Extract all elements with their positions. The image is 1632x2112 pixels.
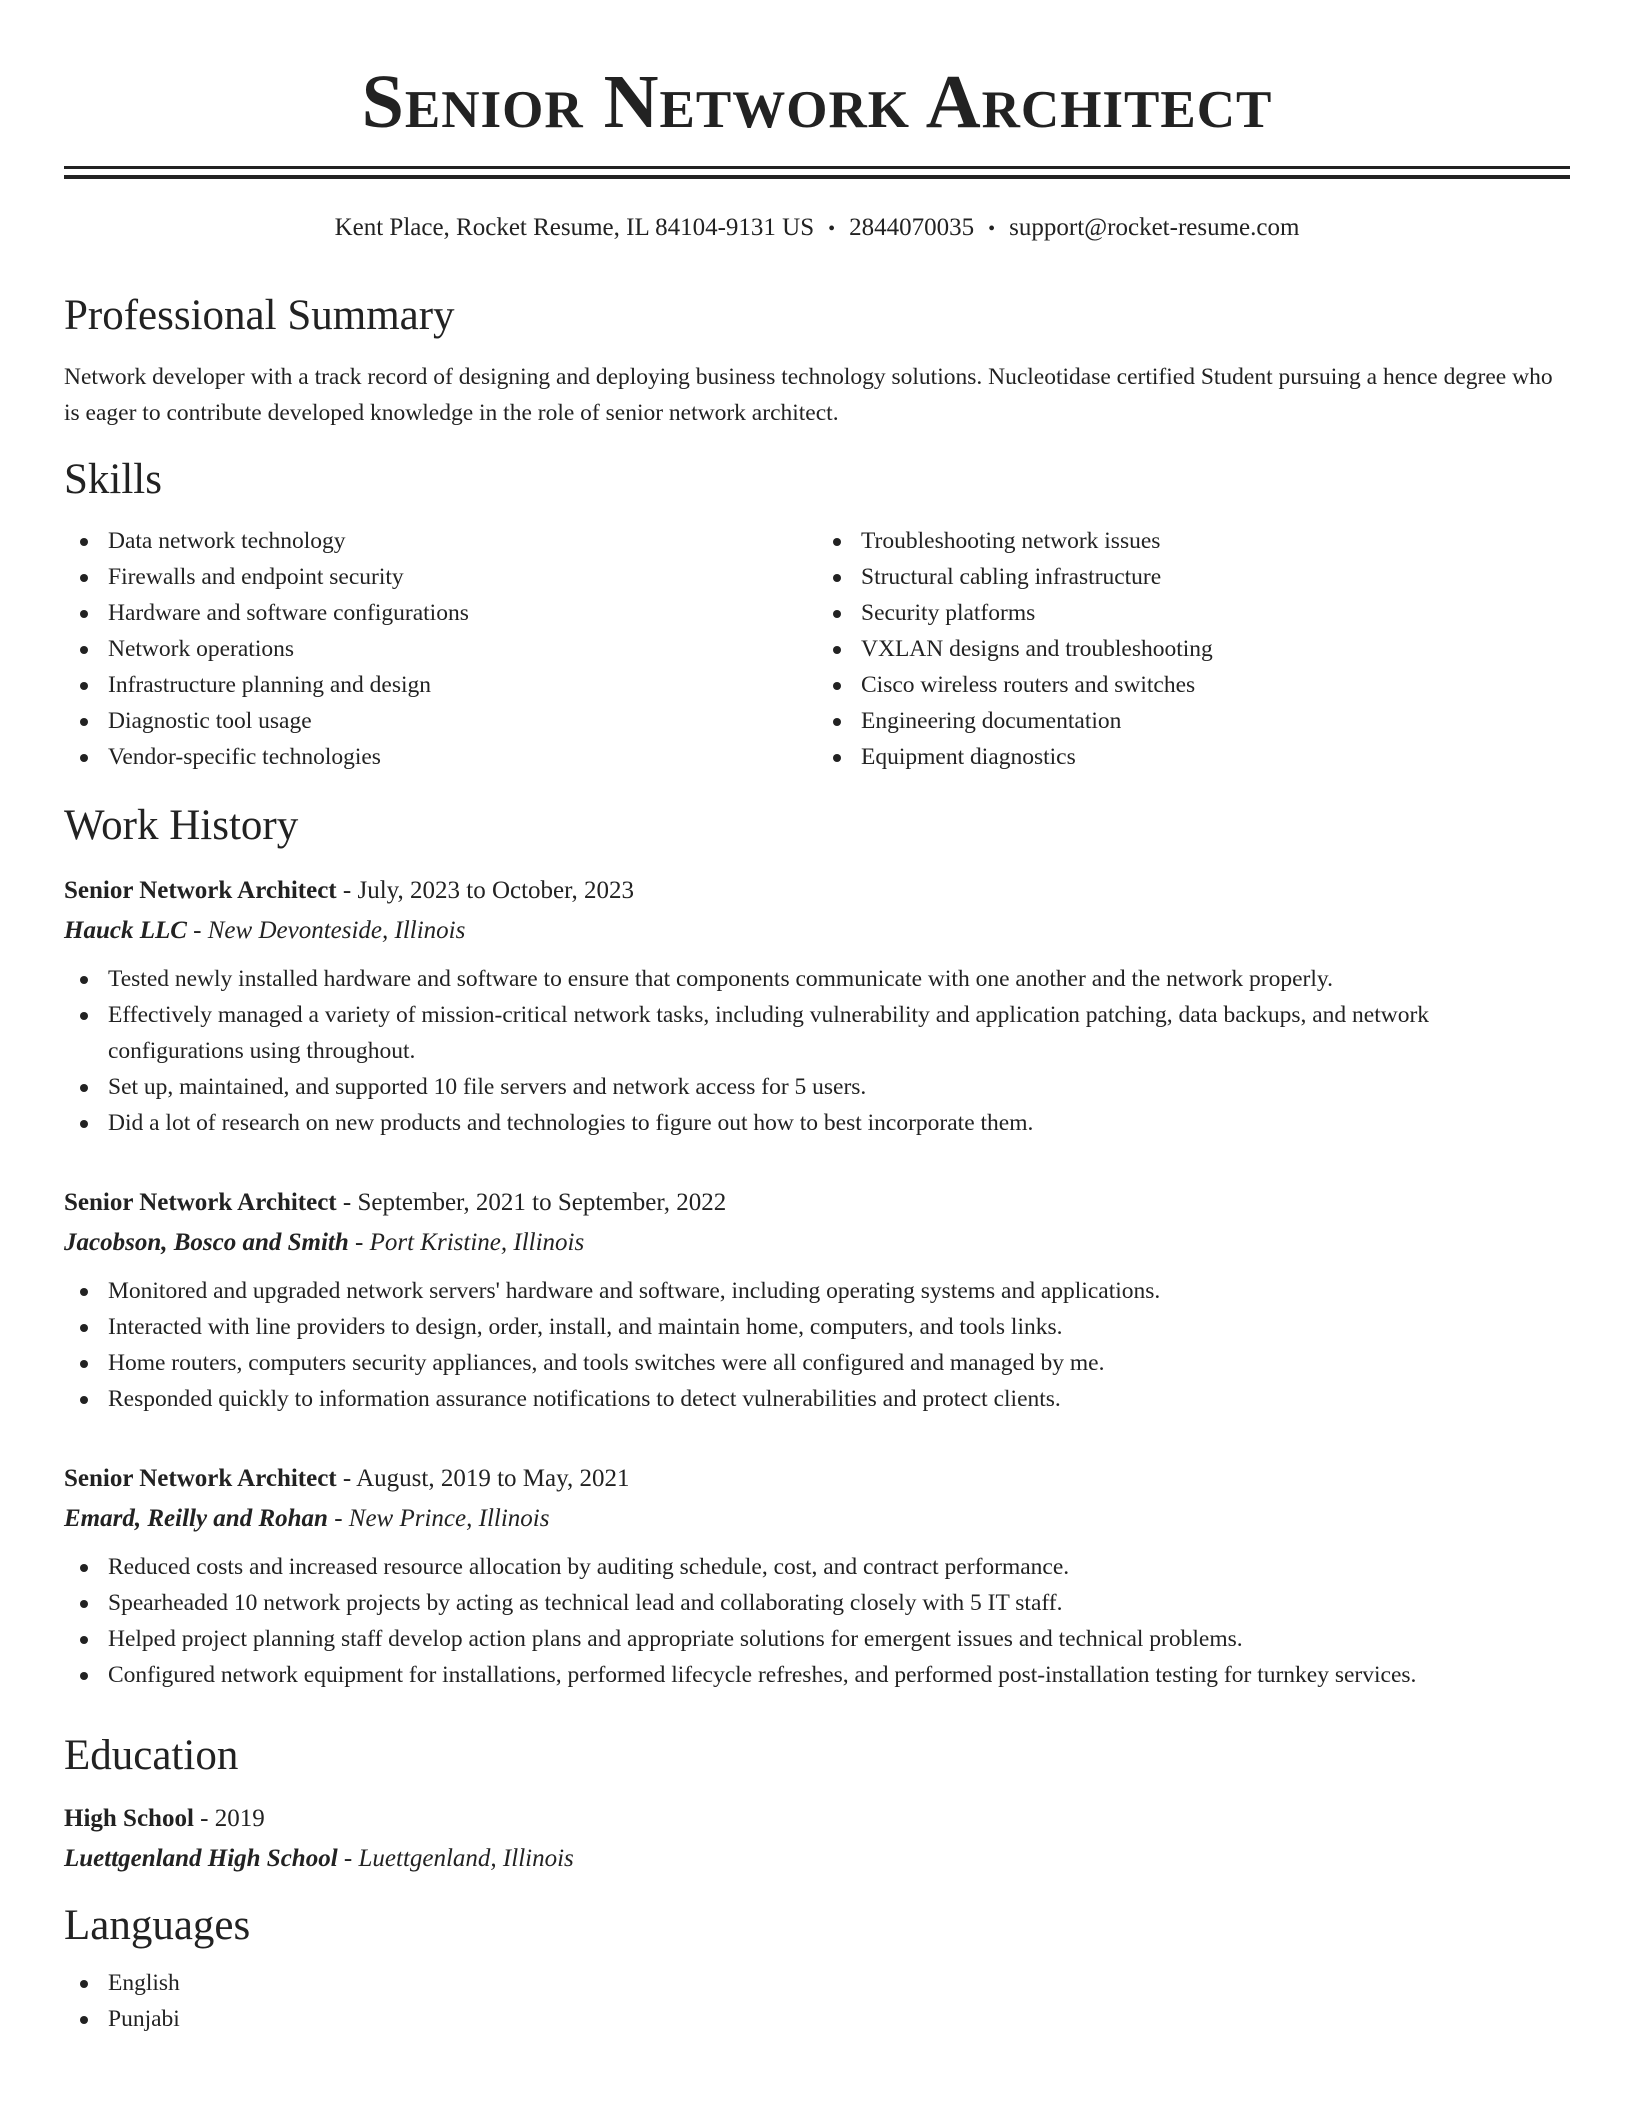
job-company-line xyxy=(64,1499,1570,1539)
bullet-icon xyxy=(833,754,841,762)
languages-list xyxy=(64,1965,1570,2037)
job-title-line xyxy=(64,871,1570,911)
skill-label: Hardware and software configurations xyxy=(108,600,469,626)
job-bullet-text: Spearheaded 10 network projects by acting as technical lead and collaborating closely with 5 IT staff. xyxy=(108,1590,1063,1616)
bullet-icon xyxy=(80,1672,88,1680)
job-company-line xyxy=(64,911,1570,951)
header-rule-bottom xyxy=(64,175,1570,179)
job-location: - New Devonteside, Illinois xyxy=(186,917,466,944)
bullet-icon xyxy=(80,682,88,690)
bullet-icon xyxy=(80,976,88,984)
bullet-icon xyxy=(80,1012,88,1020)
job-company: Hauck LLC xyxy=(64,917,187,944)
bullet-icon xyxy=(80,718,88,726)
bullet-icon xyxy=(833,610,841,618)
skill-label: Cisco wireless routers and switches xyxy=(861,672,1196,698)
summary-heading: Professional Summary xyxy=(64,292,455,339)
job-entry xyxy=(64,1459,1570,1693)
job-bullet-text: Reduced costs and increased resource allocation by auditing schedule, cost, and contract performance. xyxy=(108,1554,1070,1580)
skill-item xyxy=(817,595,1570,631)
bullet-icon xyxy=(80,574,88,582)
bullet-icon xyxy=(80,1084,88,1092)
contact-separator: • xyxy=(988,218,996,240)
job-entry xyxy=(64,871,1570,1141)
skill-item xyxy=(817,523,1570,559)
job-bullet xyxy=(64,1657,1570,1693)
job-dates: - September, 2021 to September, 2022 xyxy=(336,1189,727,1216)
skill-item xyxy=(64,703,817,739)
resume-name: Senior Network Architect xyxy=(361,60,1273,144)
bullet-icon xyxy=(80,754,88,762)
job-bullet xyxy=(64,1309,1570,1345)
language-item xyxy=(64,2001,1570,2037)
skill-item xyxy=(64,667,817,703)
job-bullet xyxy=(64,1585,1570,1621)
language-label: English xyxy=(108,1970,180,1996)
skills-column-left xyxy=(64,523,817,775)
resume-page xyxy=(64,0,1570,2037)
job-bullet-text: Tested newly installed hardware and software to ensure that components communicate with one another and the network properly. xyxy=(108,966,1333,992)
bullet-icon xyxy=(80,1288,88,1296)
contact-line xyxy=(64,213,1570,244)
job-bullet xyxy=(64,1621,1570,1657)
job-bullet-text: Interacted with line providers to design, order, install, and maintain home, computers, and tools links. xyxy=(108,1314,1063,1340)
contact-address: Kent Place, Rocket Resume, IL 84104-9131 US xyxy=(334,214,815,241)
job-bullet-text: Effectively managed a variety of mission-critical network tasks, including vulnerability and application patching, data backups, and network configurations using throughout. xyxy=(108,1002,1430,1064)
education-degree: High School xyxy=(64,1805,194,1832)
job-bullet-text: Monitored and upgraded network servers' hardware and software, including operating systems and applications. xyxy=(108,1278,1161,1304)
skill-label: Infrastructure planning and design xyxy=(108,672,432,698)
bullet-icon xyxy=(833,646,841,654)
contact-separator: • xyxy=(828,218,836,240)
bullet-icon xyxy=(80,1360,88,1368)
skill-label: Vendor-specific technologies xyxy=(108,744,381,770)
skill-item xyxy=(64,739,817,775)
job-bullet-text: Set up, maintained, and supported 10 file servers and network access for 5 users. xyxy=(108,1074,867,1100)
job-company-line xyxy=(64,1223,1570,1263)
education-location: - Luettgenland, Illinois xyxy=(337,1845,574,1872)
skill-label: Equipment diagnostics xyxy=(861,744,1076,770)
education-school-line xyxy=(64,1839,1570,1879)
bullet-icon xyxy=(80,1564,88,1572)
skill-item xyxy=(817,667,1570,703)
job-bullet-text: Home routers, computers security appliances, and tools switches were all configured and managed by me. xyxy=(108,1350,1105,1376)
skill-label: Security platforms xyxy=(861,600,1036,626)
job-bullets xyxy=(64,1273,1570,1417)
header-rule-top xyxy=(64,166,1570,169)
job-company: Emard, Reilly and Rohan xyxy=(64,1505,328,1532)
skills-column-right xyxy=(817,523,1570,775)
bullet-icon xyxy=(80,1324,88,1332)
skill-item xyxy=(817,631,1570,667)
skill-label: Data network technology xyxy=(108,528,346,554)
job-bullets xyxy=(64,1549,1570,1693)
job-bullet-text: Configured network equipment for installations, performed lifecycle refreshes, and performed post-installation testing for turnkey services. xyxy=(108,1662,1417,1688)
bullet-icon xyxy=(80,1980,88,1988)
job-bullet xyxy=(64,1549,1570,1585)
skill-item xyxy=(817,559,1570,595)
work-history-heading: Work History xyxy=(64,802,299,849)
skill-item xyxy=(817,703,1570,739)
skill-label: Diagnostic tool usage xyxy=(108,708,312,734)
bullet-icon xyxy=(80,1636,88,1644)
bullet-icon xyxy=(80,2016,88,2024)
summary-text: Network developer with a track record of designing and deploying business technology solutions. Nucleotidase certified Student pursuing a hence degree who is eager to contribute developed knowledge in the role of senior network architect. xyxy=(64,364,1553,426)
job-bullet xyxy=(64,1345,1570,1381)
skill-item xyxy=(64,559,817,595)
education-year: - 2019 xyxy=(193,1805,265,1832)
skill-item xyxy=(64,523,817,559)
job-bullet xyxy=(64,961,1570,997)
skill-label: Structural cabling infrastructure xyxy=(861,564,1162,590)
job-bullets xyxy=(64,961,1570,1141)
job-title-line xyxy=(64,1459,1570,1499)
job-dates: - August, 2019 to May, 2021 xyxy=(336,1465,630,1492)
bullet-icon xyxy=(833,718,841,726)
skills-heading: Skills xyxy=(64,456,162,503)
job-bullet-text: Helped project planning staff develop action plans and appropriate solutions for emergent issues and technical problems. xyxy=(108,1626,1243,1652)
job-bullet-text: Responded quickly to information assurance notifications to detect vulnerabilities and protect clients. xyxy=(108,1386,1061,1412)
job-bullet xyxy=(64,1105,1570,1141)
job-location: - New Prince, Illinois xyxy=(327,1505,550,1532)
job-bullet xyxy=(64,1381,1570,1417)
skill-label: Firewalls and endpoint security xyxy=(108,564,404,590)
job-bullet-text: Did a lot of research on new products and technologies to figure out how to best incorporate them. xyxy=(108,1110,1034,1136)
education-heading: Education xyxy=(64,1732,239,1779)
bullet-icon xyxy=(833,538,841,546)
education-entry xyxy=(64,1799,1570,1879)
bullet-icon xyxy=(80,646,88,654)
bullet-icon xyxy=(80,538,88,546)
language-item xyxy=(64,1965,1570,2001)
skill-item xyxy=(64,595,817,631)
languages-heading: Languages xyxy=(64,1902,251,1949)
job-dates: - July, 2023 to October, 2023 xyxy=(336,877,634,904)
contact-email: support@rocket-resume.com xyxy=(1009,214,1300,241)
bullet-icon xyxy=(833,682,841,690)
skill-label: Troubleshooting network issues xyxy=(861,528,1161,554)
job-bullet xyxy=(64,997,1570,1069)
language-label: Punjabi xyxy=(108,2006,180,2032)
skill-label: Network operations xyxy=(108,636,294,662)
education-school: Luettgenland High School xyxy=(64,1845,338,1872)
job-role: Senior Network Architect xyxy=(64,1465,337,1492)
job-location: - Port Kristine, Illinois xyxy=(348,1229,585,1256)
job-title-line xyxy=(64,1183,1570,1223)
job-entry xyxy=(64,1183,1570,1417)
bullet-icon xyxy=(80,610,88,618)
education-degree-line xyxy=(64,1799,1570,1839)
skill-label: Engineering documentation xyxy=(861,708,1122,734)
bullet-icon xyxy=(80,1600,88,1608)
bullet-icon xyxy=(80,1396,88,1404)
job-role: Senior Network Architect xyxy=(64,877,337,904)
contact-phone: 2844070035 xyxy=(849,214,975,241)
job-company: Jacobson, Bosco and Smith xyxy=(64,1229,349,1256)
skill-item xyxy=(64,631,817,667)
bullet-icon xyxy=(80,1120,88,1128)
job-bullet xyxy=(64,1069,1570,1105)
job-bullet xyxy=(64,1273,1570,1309)
skill-label: VXLAN designs and troubleshooting xyxy=(861,636,1213,662)
bullet-icon xyxy=(833,574,841,582)
job-role: Senior Network Architect xyxy=(64,1189,337,1216)
skill-item xyxy=(817,739,1570,775)
skills-list xyxy=(64,523,1570,775)
